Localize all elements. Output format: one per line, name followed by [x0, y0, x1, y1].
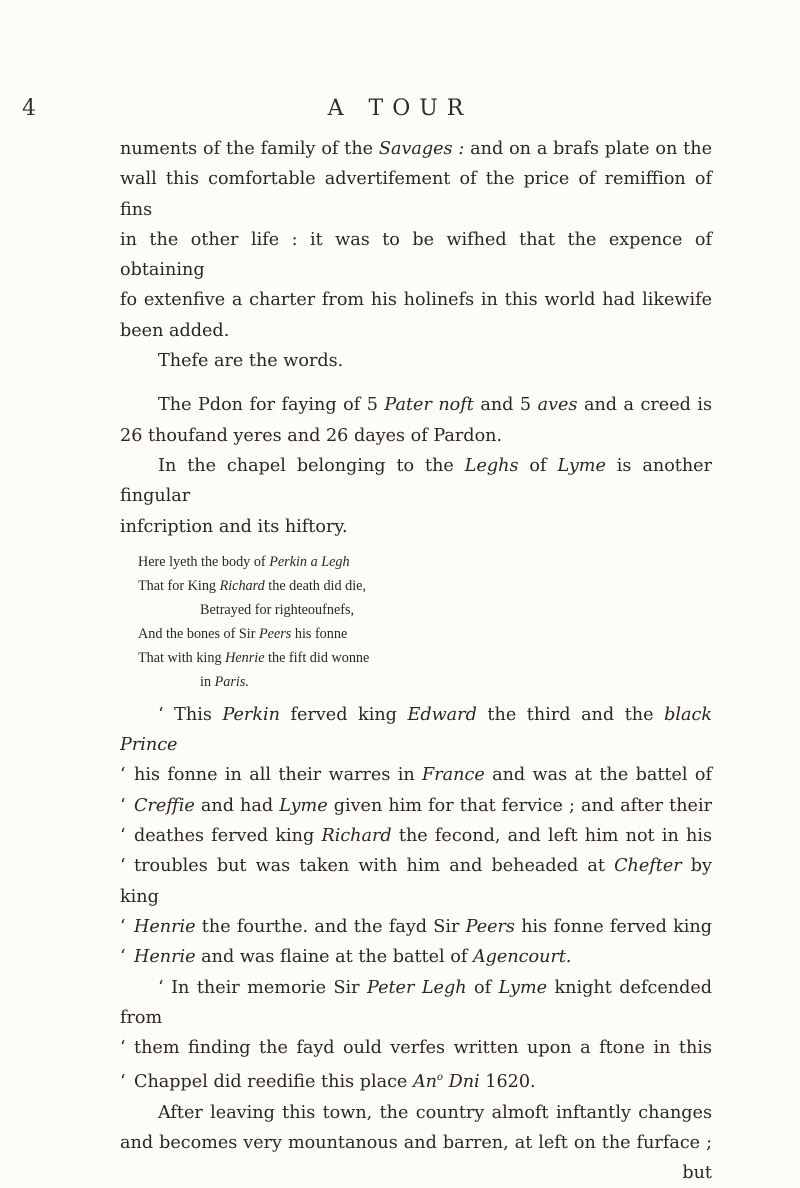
quote2-line: ‘ In their memorie Sir Peter Legh of Lyme knight defcended from	[120, 977, 713, 1028]
final-line2: and becomes very mountanous and barren, at left on the furface ;	[120, 1132, 712, 1153]
para1-line3: in the other life : it was to be wifhed that the expence of obtaining	[120, 229, 712, 281]
quote2-line: ‘ Chappel did reedifie this place An$^o$ Dni 1620.	[120, 1072, 536, 1093]
quote-line: ‘ Creffie and had Lyme given him for that fervice ; and after their	[120, 795, 712, 816]
quote-line: ‘ his fonne in all their warres in France and was at the battel of	[120, 765, 712, 786]
verse-line: That for King Richard the death did die,	[138, 577, 367, 594]
quote-line: ‘ deathes ferved king Richard the fecond, and left him not in his	[120, 826, 712, 847]
page-number: 4	[22, 96, 36, 121]
para1-line2: wall this comfortable advertifement of the price of remiffion of fins	[120, 169, 712, 220]
quote2-line: ‘ them finding the fayd ould verfes written upon a ftone in this	[120, 1038, 712, 1059]
running-head: A TOUR	[327, 96, 473, 121]
chapel-line2: infcription and its hiftory.	[120, 516, 348, 537]
verse-line: And the bones of Sir Peers his fonne	[138, 625, 348, 642]
quote-line: ‘ troubles but was taken with him and beheaded at Chefter by king	[120, 856, 712, 907]
pardon-line2: 26 thoufand yeres and 26 dayes of Pardon.	[120, 425, 503, 446]
para1-line4: fo extenfive a charter from his holinefs in this world had likewife	[120, 290, 712, 311]
pardon-line1: The Pdon for faying of 5 Pater noft and 5 aves and a creed is	[158, 395, 713, 416]
verse-line: Betrayed for righteoufnefs,	[200, 601, 355, 618]
quote-line: ‘ Henrie the fourthe. and the fayd Sir Peers his fonne ferved king	[120, 916, 712, 937]
inscription-verse	[138, 550, 712, 694]
quote-line: ‘ This Perkin ferved king Edward the third and the black Prince	[120, 704, 713, 756]
para1-line1: numents of the family of the Savages : and on a brafs plate on the	[120, 139, 712, 159]
chapel-line1: In the chapel belonging to the Leghs of Lyme is another fingular	[120, 455, 713, 507]
verse-line: That with king Henrie the fift did wonne	[138, 649, 370, 666]
verse-line: in Paris.	[200, 673, 249, 690]
verse-line: Here lyeth the body of Perkin a Legh	[138, 553, 350, 570]
para1-line5: been added.	[120, 320, 230, 341]
catchword: but	[682, 1163, 712, 1184]
para2: Thefe are the words.	[158, 351, 344, 372]
final-line1: After leaving this town, the country almoft inftantly changes	[158, 1102, 712, 1123]
body-text	[120, 134, 712, 1188]
quote-line: ‘ Henrie and was flaine at the battel of Agencourt.	[120, 947, 572, 968]
quoted-history	[120, 700, 712, 1098]
